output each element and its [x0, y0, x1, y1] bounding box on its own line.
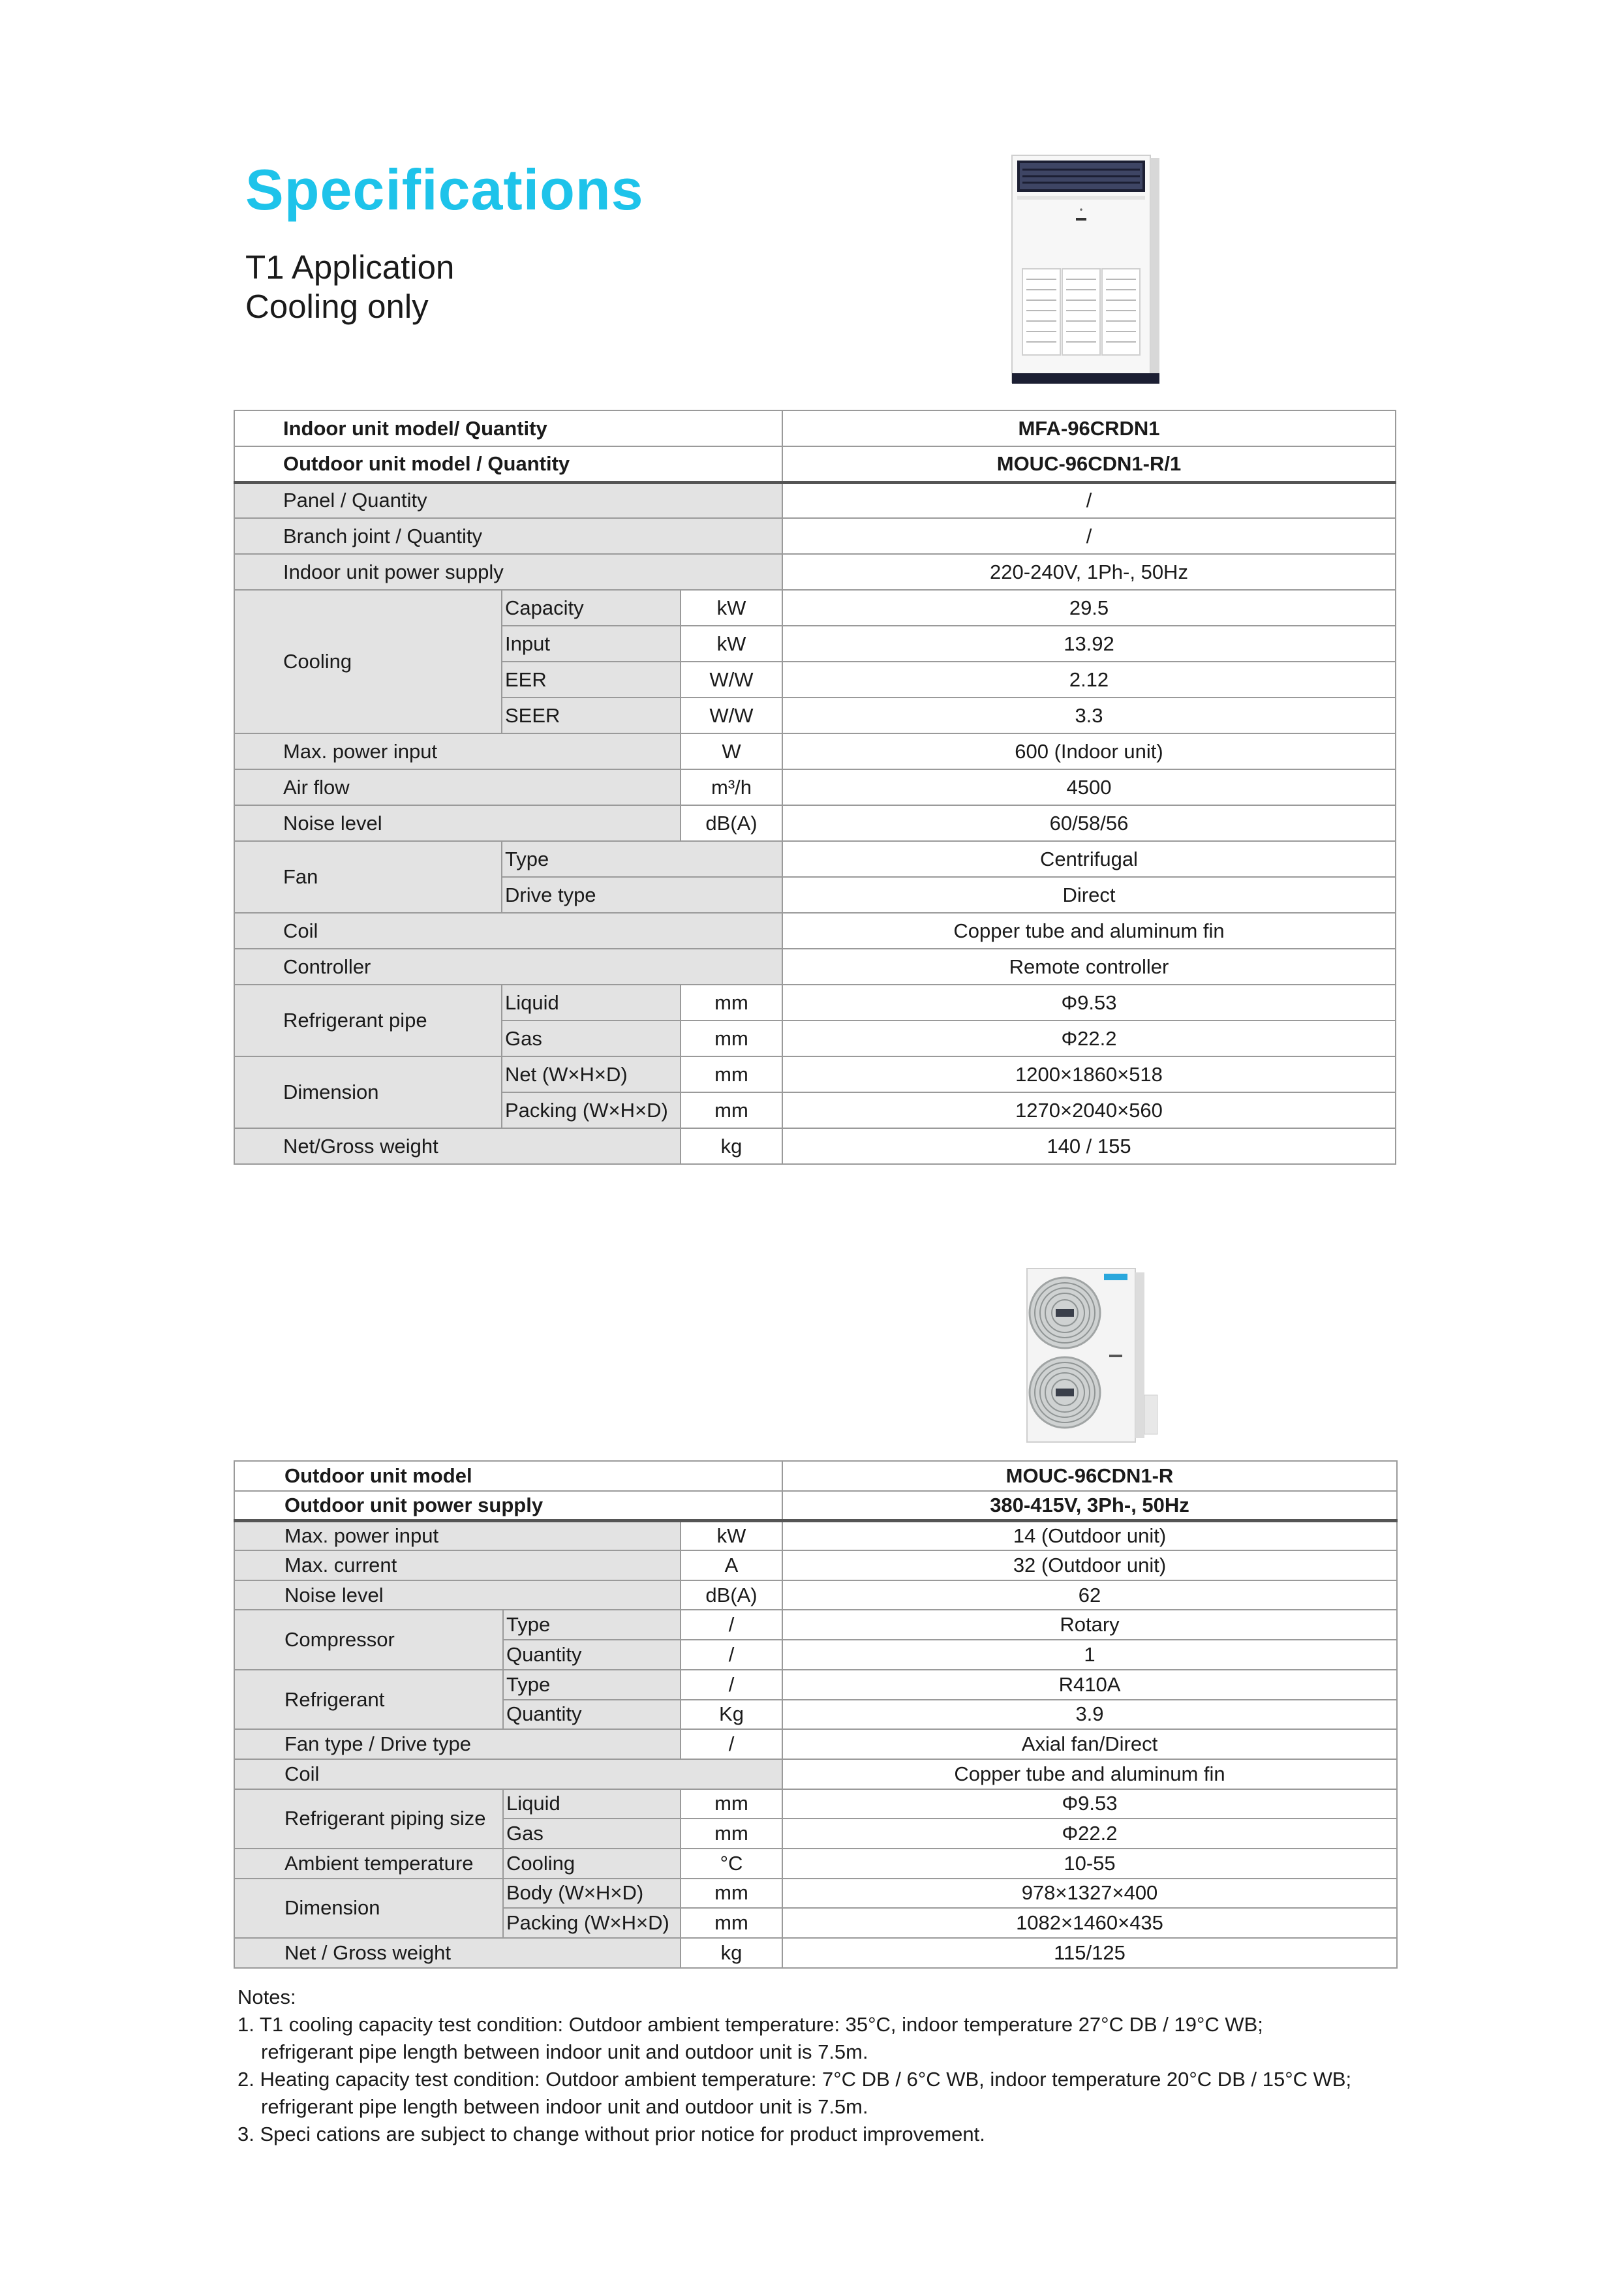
table-row	[234, 733, 1396, 769]
table-row	[234, 1550, 1397, 1580]
subtitle-application: T1 Application	[245, 249, 455, 286]
table-row	[234, 518, 1396, 554]
row-unit: W/W	[681, 662, 782, 698]
table-row	[234, 769, 1396, 805]
row-value: 14 (Outdoor unit)	[782, 1520, 1397, 1550]
row-value: 978×1327×400	[782, 1879, 1397, 1909]
subtitle-mode: Cooling only	[245, 288, 429, 325]
svg-text:•: •	[1079, 206, 1084, 215]
row-label: Branch joint / Quantity	[234, 518, 782, 554]
row-value: 1270×2040×560	[782, 1092, 1396, 1128]
row-label: Ambient temperature	[234, 1849, 503, 1879]
outdoor-unit-image	[1018, 1265, 1161, 1446]
table-row	[234, 1056, 1396, 1092]
row-value: 1	[782, 1640, 1397, 1670]
row-label: Net / Gross weight	[234, 1938, 681, 1968]
row-sublabel: Net (W×H×D)	[502, 1056, 681, 1092]
row-unit: dB(A)	[681, 805, 782, 841]
row-value: Axial fan/Direct	[782, 1729, 1397, 1759]
row-unit: dB(A)	[681, 1580, 782, 1610]
row-value: 1082×1460×435	[782, 1908, 1397, 1938]
row-value: /	[782, 518, 1396, 554]
row-label: Max. power input	[234, 1520, 681, 1550]
table-row	[234, 446, 1396, 482]
outdoor-fan-bottom	[1030, 1357, 1100, 1428]
row-sublabel: Packing (W×H×D)	[502, 1092, 681, 1128]
row-unit: kg	[681, 1128, 782, 1164]
row-value: 600 (Indoor unit)	[782, 733, 1396, 769]
table-row	[234, 1938, 1397, 1968]
row-unit: /	[681, 1610, 782, 1640]
note-2-continued: refrigerant pipe length between indoor unit and outdoor unit is 7.5m.	[261, 2095, 868, 2118]
row-unit: mm	[681, 1092, 782, 1128]
row-value: 10-55	[782, 1849, 1397, 1879]
table-row	[234, 1789, 1397, 1819]
row-sublabel: SEER	[502, 698, 681, 733]
row-unit: W	[681, 733, 782, 769]
note-3: 3. Speci cations are subject to change without prior notice for product improvement.	[237, 2123, 985, 2145]
row-value: MOUC-96CDN1-R/1	[782, 446, 1396, 482]
row-value: 29.5	[782, 590, 1396, 626]
row-unit: mm	[681, 985, 782, 1021]
row-value: 1200×1860×518	[782, 1056, 1396, 1092]
table-row	[234, 1580, 1397, 1610]
row-value: Centrifugal	[782, 841, 1396, 877]
row-label: Dimension	[234, 1879, 503, 1938]
page-subtitle	[245, 248, 454, 326]
row-label: Outdoor unit power supply	[234, 1491, 782, 1521]
page-title: Specifications	[245, 157, 644, 222]
row-value: 13.92	[782, 626, 1396, 662]
row-value: MOUC-96CDN1-R	[782, 1461, 1397, 1491]
row-unit: mm	[681, 1879, 782, 1909]
row-sublabel: Gas	[502, 1021, 681, 1056]
row-label: Indoor unit power supply	[234, 554, 782, 590]
row-label: Indoor unit model/ Quantity	[234, 410, 782, 446]
row-unit: mm	[681, 1908, 782, 1938]
row-unit: mm	[681, 1021, 782, 1056]
row-sublabel: Quantity	[503, 1640, 681, 1670]
row-sublabel: Cooling	[503, 1849, 681, 1879]
row-value: Copper tube and aluminum fin	[782, 1759, 1397, 1789]
row-label: Dimension	[234, 1056, 502, 1128]
row-label: Coil	[234, 913, 782, 949]
table-row	[234, 841, 1396, 877]
row-label: Compressor	[234, 1610, 503, 1669]
row-label: Outdoor unit model	[234, 1461, 782, 1491]
row-sublabel: Type	[503, 1670, 681, 1700]
row-unit: mm	[681, 1819, 782, 1849]
indoor-unit-image	[1008, 151, 1165, 388]
row-value: Φ9.53	[782, 1789, 1397, 1819]
table-row	[234, 949, 1396, 985]
row-value: Φ22.2	[782, 1819, 1397, 1849]
row-sublabel: EER	[502, 662, 681, 698]
row-value: MFA-96CRDN1	[782, 410, 1396, 446]
notes-section	[237, 1984, 1351, 2148]
row-unit: /	[681, 1670, 782, 1700]
table-row	[234, 1128, 1396, 1164]
table-row	[234, 1849, 1397, 1879]
row-sublabel: Body (W×H×D)	[503, 1879, 681, 1909]
row-value: Copper tube and aluminum fin	[782, 913, 1396, 949]
row-label: Max. power input	[234, 733, 681, 769]
row-unit: A	[681, 1550, 782, 1580]
row-label: Outdoor unit model / Quantity	[234, 446, 782, 482]
table-row	[234, 1610, 1397, 1640]
row-unit: mm	[681, 1789, 782, 1819]
row-value: 2.12	[782, 662, 1396, 698]
table-row	[234, 590, 1396, 626]
row-value: 115/125	[782, 1938, 1397, 1968]
row-value: /	[782, 482, 1396, 518]
indoor-spec-table	[234, 410, 1396, 1165]
row-label: Noise level	[234, 805, 681, 841]
notes-heading: Notes:	[237, 1986, 296, 2008]
row-sublabel: Input	[502, 626, 681, 662]
table-row	[234, 1491, 1397, 1521]
table-row	[234, 913, 1396, 949]
row-label: Refrigerant pipe	[234, 985, 502, 1056]
row-value: 220-240V, 1Ph-, 50Hz	[782, 554, 1396, 590]
row-unit: kW	[681, 1520, 782, 1550]
table-row	[234, 805, 1396, 841]
row-value: Φ22.2	[782, 1021, 1396, 1056]
table-row	[234, 1520, 1397, 1550]
row-sublabel: Gas	[503, 1819, 681, 1849]
row-unit: Kg	[681, 1700, 782, 1730]
table-row	[234, 1461, 1397, 1491]
row-sublabel: Drive type	[502, 877, 782, 913]
row-label: Fan	[234, 841, 502, 913]
row-label: Fan type / Drive type	[234, 1729, 681, 1759]
row-value: 62	[782, 1580, 1397, 1610]
row-value: Rotary	[782, 1610, 1397, 1640]
row-label: Max. current	[234, 1550, 681, 1580]
row-value: 32 (Outdoor unit)	[782, 1550, 1397, 1580]
row-value: 3.3	[782, 698, 1396, 733]
table-row	[234, 1759, 1397, 1789]
row-sublabel: Capacity	[502, 590, 681, 626]
row-label: Refrigerant	[234, 1670, 503, 1729]
row-unit: W/W	[681, 698, 782, 733]
row-unit: °C	[681, 1849, 782, 1879]
row-value: 60/58/56	[782, 805, 1396, 841]
row-unit: mm	[681, 1056, 782, 1092]
row-unit: kW	[681, 626, 782, 662]
row-sublabel: Type	[502, 841, 782, 877]
row-label: Net/Gross weight	[234, 1128, 681, 1164]
row-label: Air flow	[234, 769, 681, 805]
row-value: Direct	[782, 877, 1396, 913]
outdoor-fan-top	[1030, 1278, 1100, 1348]
row-sublabel: Liquid	[503, 1789, 681, 1819]
row-label: Cooling	[234, 590, 502, 733]
row-value: Remote controller	[782, 949, 1396, 985]
row-label: Controller	[234, 949, 782, 985]
row-value: 3.9	[782, 1700, 1397, 1730]
row-unit: kg	[681, 1938, 782, 1968]
table-row	[234, 1879, 1397, 1909]
row-sublabel: Type	[503, 1610, 681, 1640]
row-sublabel: Packing (W×H×D)	[503, 1908, 681, 1938]
row-unit: /	[681, 1729, 782, 1759]
row-value: 140 / 155	[782, 1128, 1396, 1164]
table-row	[234, 410, 1396, 446]
table-row	[234, 554, 1396, 590]
row-unit: kW	[681, 590, 782, 626]
note-2: 2. Heating capacity test condition: Outdoor ambient temperature: 7°C DB / 6°C WB, indoor temperature 20°C DB / 15°C WB;	[237, 2068, 1352, 2091]
note-1-continued: refrigerant pipe length between indoor unit and outdoor unit is 7.5m.	[261, 2040, 868, 2063]
row-label: Coil	[234, 1759, 782, 1789]
row-value: 4500	[782, 769, 1396, 805]
row-label: Noise level	[234, 1580, 681, 1610]
table-row	[234, 482, 1396, 518]
row-unit: /	[681, 1640, 782, 1670]
row-sublabel: Quantity	[503, 1700, 681, 1730]
row-sublabel: Liquid	[502, 985, 681, 1021]
row-label: Panel / Quantity	[234, 482, 782, 518]
outdoor-spec-table	[234, 1460, 1398, 1969]
row-value: Φ9.53	[782, 985, 1396, 1021]
note-1: 1. T1 cooling capacity test condition: Outdoor ambient temperature: 35°C, indoor temperature 27°C DB / 19°C WB;	[237, 2013, 1263, 2036]
table-row	[234, 1729, 1397, 1759]
row-value: R410A	[782, 1670, 1397, 1700]
row-label: Refrigerant piping size	[234, 1789, 503, 1849]
table-row	[234, 1670, 1397, 1700]
row-value: 380-415V, 3Ph-, 50Hz	[782, 1491, 1397, 1521]
table-row	[234, 985, 1396, 1021]
row-unit: m³/h	[681, 769, 782, 805]
